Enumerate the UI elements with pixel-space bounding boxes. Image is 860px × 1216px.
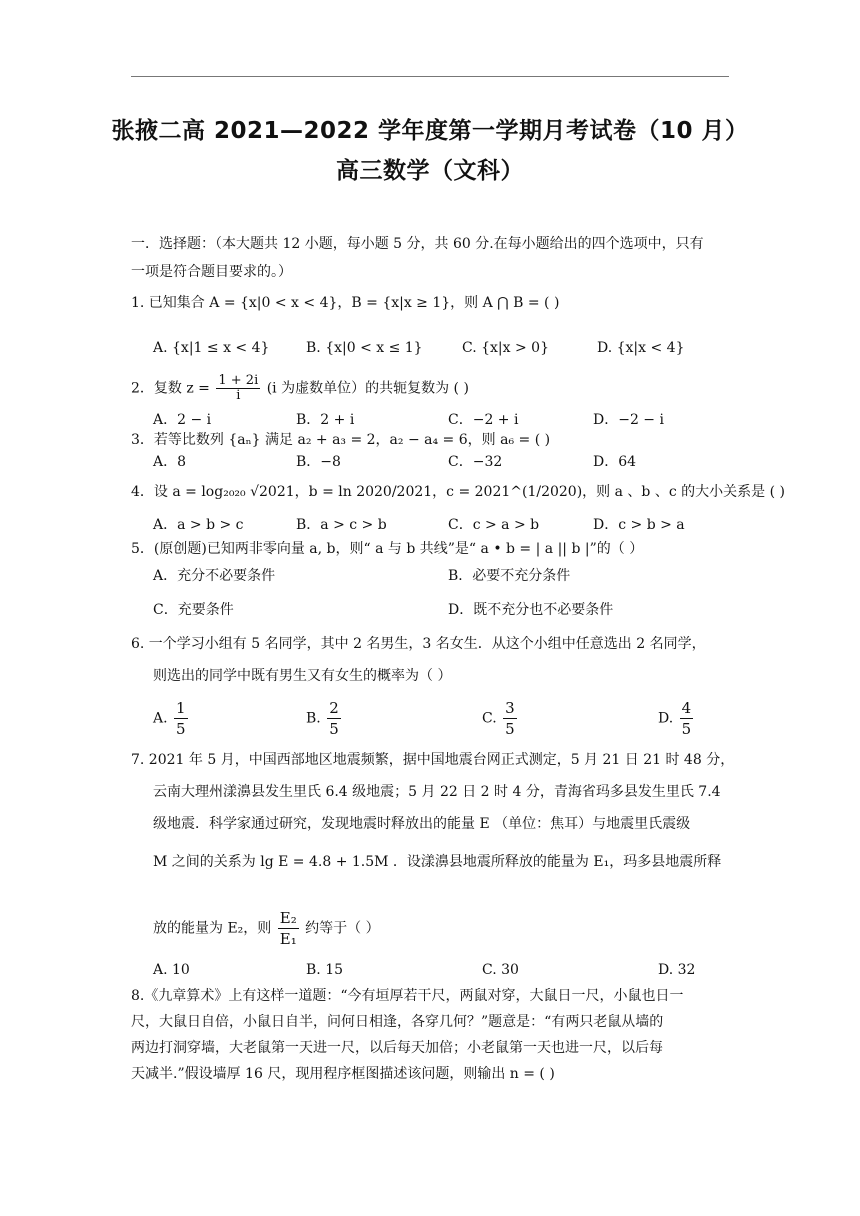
q2-fraction-denominator: i — [236, 388, 241, 403]
q6-option-a-denominator: 5 — [176, 720, 186, 738]
q2-stem-prefix: 2．复数 z = — [131, 380, 210, 397]
q2-stem-suffix: (i 为虚数单位）的共轭复数为 ( ) — [266, 380, 469, 397]
q6-option-b-fraction — [327, 698, 341, 739]
q7-fraction-denominator: E₁ — [279, 930, 297, 948]
q4-option-b: B．a > c > b — [296, 517, 387, 533]
q6-option-d-denominator: 5 — [681, 720, 692, 738]
q8-stem-line1: 8.《九章算术》上有这样一道题：“今有垣厚若干尺，两鼠对穿，大鼠日一尺，小鼠也日一 — [131, 988, 684, 1004]
q4-stem: 4．设 a = log₂₀₂₀ √2021，b = ln 2020/2021，c = 2021^(1/2020)，则 a 、b 、c 的大小关系是 ( ) — [131, 484, 785, 500]
q2-option-b: B．2 + i — [296, 412, 355, 428]
q6-option-b-label: B. — [306, 710, 321, 727]
q5-option-b: B．必要不充分条件 — [448, 568, 571, 584]
q5-stem: 5．(原创题)已知两非零向量 a, b，则“ a 与 b 共线”是“ a • b = | a || b |”的（ ） — [131, 541, 644, 557]
q2-option-a: A．2 − i — [153, 412, 212, 428]
q3-option-a: A．8 — [153, 454, 187, 470]
q1-stem: 1. 已知集合 A = {x|0 < x < 4}，B = {x|x ≥ 1}，则 A ⋂ B = ( ) — [131, 295, 560, 311]
q5-option-c: C．充要条件 — [153, 602, 234, 618]
q7-stem-line1: 7. 2021 年 5 月，中国西部地区地震频繁，据中国地震台网正式测定，5 月 21 日 21 时 48 分， — [131, 752, 735, 768]
q3-option-b: B．−8 — [296, 454, 341, 470]
q7-line5-suffix: 约等于（ ） — [305, 920, 380, 937]
q6-option-c-fraction — [503, 698, 517, 739]
q1-option-a: A. {x|1 ≤ x < 4} — [153, 340, 270, 356]
q7-option-d: D. 32 — [658, 962, 696, 978]
q3-option-d: D．64 — [593, 454, 637, 470]
q6-option-a-numerator: 1 — [176, 699, 186, 717]
q7-stem-line5 — [153, 908, 380, 949]
q6-option-a-label: A. — [153, 710, 168, 727]
q1-option-d: D. {x|x < 4} — [597, 340, 685, 356]
q8-stem-line4: 天减半.”假设墙厚 16 尺，现用程序框图描述该问题，则输出 n = ( ) — [131, 1066, 555, 1082]
q8-stem-line2: 尺，大鼠日自倍，小鼠日自半，问何日相逢，各穿几何？”题意是：“有两只老鼠从墙的 — [131, 1014, 664, 1030]
section-instructions-line2: 一项是符合题目要求的。） — [131, 264, 292, 280]
q7-option-b: B. 15 — [306, 962, 344, 978]
q6-option-b — [306, 698, 343, 739]
q6-stem-line2: 则选出的同学中既有男生又有女生的概率为（ ） — [153, 668, 452, 684]
q7-fraction-numerator: E₂ — [279, 909, 297, 927]
exam-subtitle: 高三数学（文科） — [336, 158, 524, 184]
q5-option-d: D．既不充分也不必要条件 — [448, 602, 614, 618]
q7-fraction — [278, 908, 299, 949]
q3-stem: 3．若等比数列 {aₙ} 满足 a₂ + a₃ = 2，a₂ − a₄ = 6，则 a₆ = ( ) — [131, 432, 551, 448]
q6-option-a — [153, 698, 190, 739]
q6-option-c — [482, 698, 519, 739]
exam-title: 张掖二高 2021—2022 学年度第一学期月考试卷（10 月） — [111, 118, 749, 144]
q6-option-d — [658, 698, 695, 739]
q6-option-d-fraction — [680, 698, 694, 739]
q6-option-d-label: D. — [658, 710, 674, 727]
q2-fraction-numerator: 1 + 2i — [218, 373, 259, 388]
q2-option-c: C．−2 + i — [448, 412, 519, 428]
q4-option-d: D．c > b > a — [593, 517, 685, 533]
q3-option-c: C．−32 — [448, 454, 503, 470]
q7-stem-line2: 云南大理州漾濞县发生里氏 6.4 级地震；5 月 22 日 2 时 4 分，青海省玛多县发生里氏 7.4 — [153, 784, 721, 800]
q6-option-d-numerator: 4 — [681, 699, 692, 717]
section-instructions-line1: 一．选择题：（本大题共 12 小题，每小题 5 分，共 60 分.在每小题给出的四个选项中，只有 — [131, 236, 704, 252]
q1-option-b: B. {x|0 < x ≤ 1} — [306, 340, 423, 356]
q5-option-a: A．充分不必要条件 — [153, 568, 276, 584]
q6-option-c-numerator: 3 — [505, 699, 515, 717]
q7-stem-line3: 级地震．科学家通过研究，发现地震时释放出的能量 E （单位：焦耳）与地震里氏震级 — [153, 816, 691, 832]
q6-stem-line1: 6. 一个学习小组有 5 名同学，其中 2 名男生，3 名女生．从这个小组中任意选出 2 名同学， — [131, 636, 706, 652]
q6-option-b-denominator: 5 — [329, 720, 339, 738]
q6-option-a-fraction — [174, 698, 188, 739]
q7-option-a: A. 10 — [153, 962, 190, 978]
q2-stem — [131, 374, 469, 403]
q1-option-c: C. {x|x > 0} — [462, 340, 549, 356]
q8-stem-line3: 两边打洞穿墙，大老鼠第一天进一尺，以后每天加倍；小老鼠第一天也进一尺，以后每 — [131, 1040, 663, 1056]
q6-option-b-numerator: 2 — [329, 699, 339, 717]
header-rule — [131, 76, 729, 77]
q7-option-c: C. 30 — [482, 962, 519, 978]
q6-option-c-denominator: 5 — [505, 720, 515, 738]
q4-option-c: C．c > a > b — [448, 517, 540, 533]
q2-option-d: D．−2 − i — [593, 412, 664, 428]
q7-line5-prefix: 放的能量为 E₂，则 — [153, 920, 272, 937]
q6-option-c-label: C. — [482, 710, 497, 727]
q2-fraction — [216, 374, 260, 403]
q7-stem-line4: M 之间的关系为 lg E = 4.8 + 1.5M ．设漾濞县地震所释放的能量为 E₁，玛多县地震所释 — [153, 854, 722, 870]
q4-option-a: A．a > b > c — [153, 517, 244, 533]
